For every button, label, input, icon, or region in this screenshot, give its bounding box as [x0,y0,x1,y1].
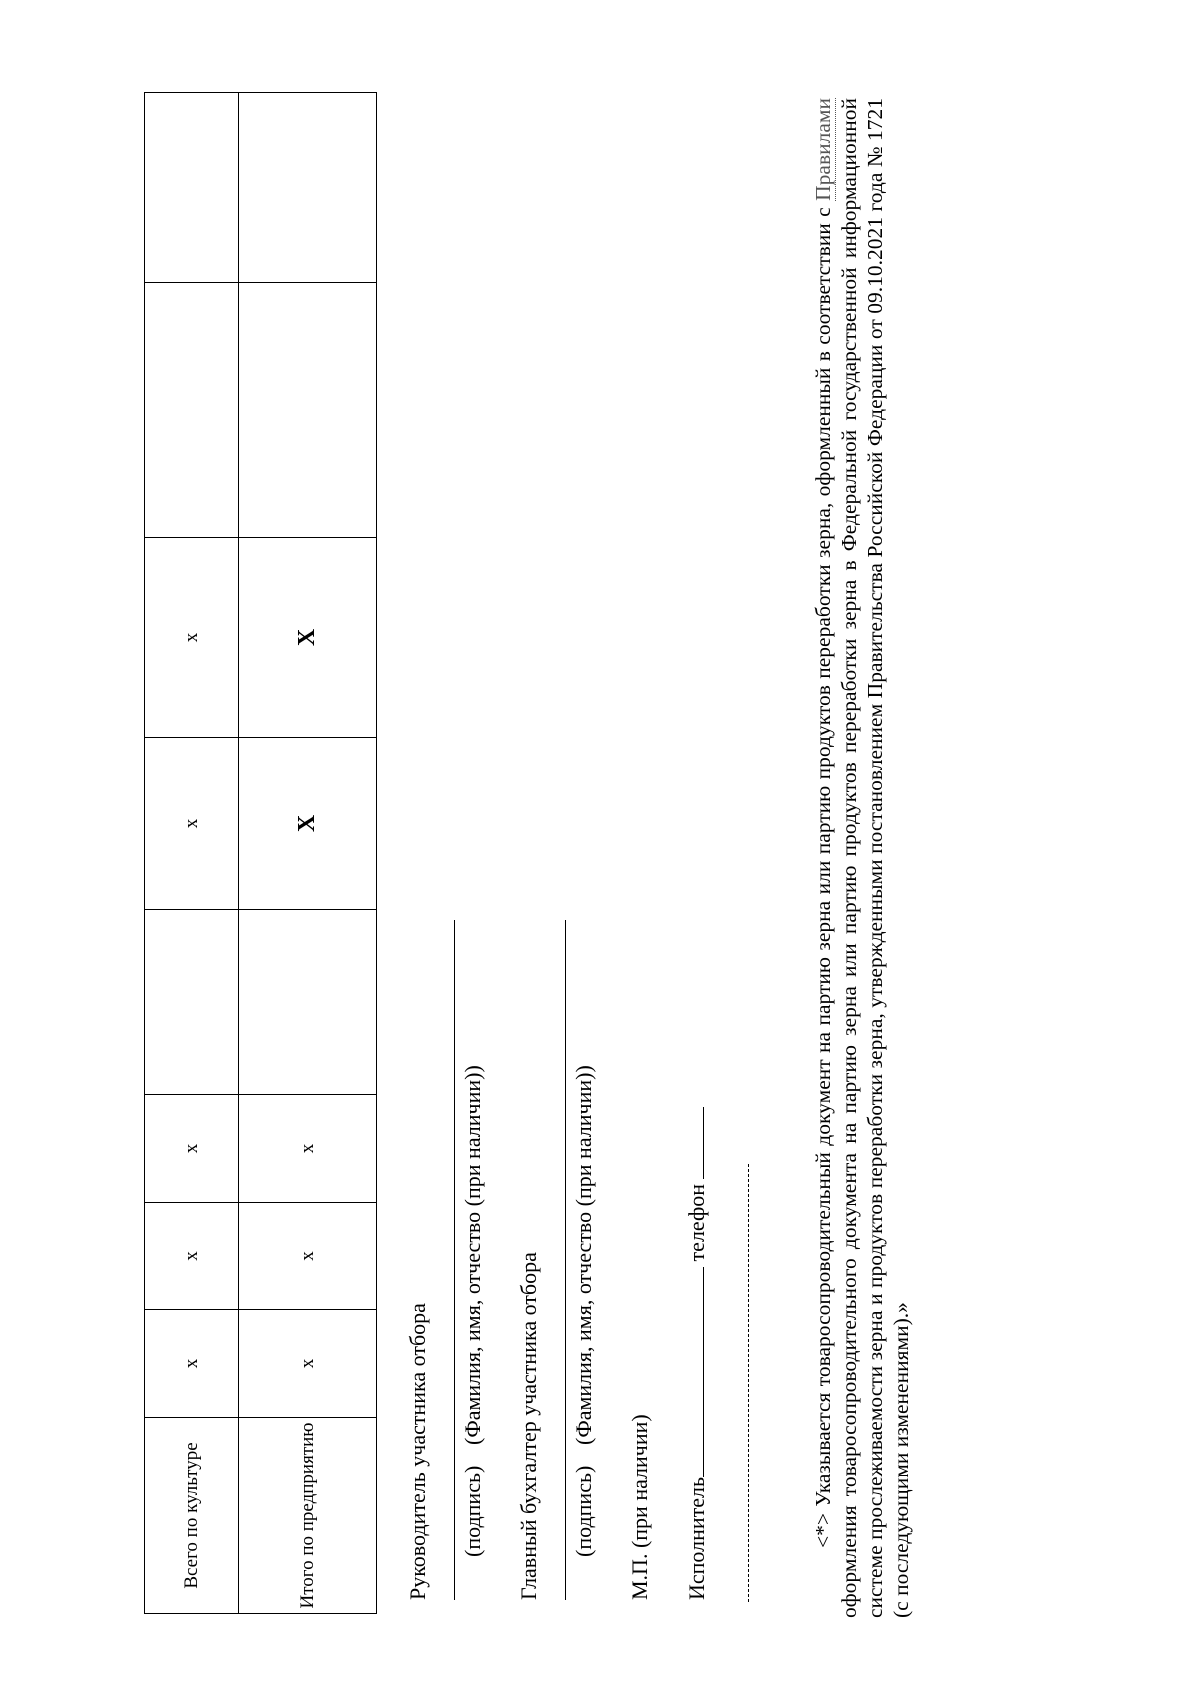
head-title: Руководитель участника отбора [405,1303,430,1600]
table-cell: x [239,1095,377,1203]
accountant-sign-caption: (подпись) [571,1465,596,1557]
stamp-label: М.П. (при наличии) [627,1414,652,1600]
executor-row [686,1107,708,1600]
phone-line [703,1107,704,1179]
table-cell: x [145,738,239,910]
table-cell [145,910,239,1095]
accountant-name-caption: (Фамилия, имя, отчество (при наличии)) [571,1065,596,1445]
executor-label: Исполнитель [684,1476,709,1600]
summary-table [144,92,377,1614]
table-cell [145,93,239,283]
table-cell: X [239,738,377,910]
footnote-separator [748,1164,749,1602]
table-cell: x [145,1310,239,1418]
row-label: Итого по предприятию [239,1418,377,1614]
table-cell: x [145,538,239,738]
table-cell [239,93,377,283]
head-signature-line [454,920,455,1600]
table-cell: x [145,1095,239,1203]
table-cell: X [239,538,377,738]
footnote-part1: <*> Указывается товаросопроводительный документ на партию зерна или партию продуктов переработки зерна, оформленный в соответствии с [811,200,835,1548]
table-cell: x [239,1310,377,1418]
table-row-total-enterprise [239,93,377,1614]
table-cell [239,910,377,1095]
table-cell [239,283,377,538]
table-cell: x [145,1203,239,1310]
table-cell [145,283,239,538]
accountant-signature-line [565,920,566,1600]
table-row-total-crop [145,93,239,1614]
head-name-caption: (Фамилия, имя, отчество (при наличии)) [460,1065,485,1445]
row-label: Всего по культуре [145,1418,239,1614]
executor-line [703,1267,704,1477]
head-sign-caption: (подпись) [460,1465,485,1557]
rules-link[interactable]: Правилами [811,98,835,201]
phone-label: телефон [684,1184,709,1262]
accountant-title: Главный бухгалтер участника отбора [516,1252,541,1600]
footnote-part2: оформления товаросопроводительного документа на партию зерна или партию продуктов переработки зерна в Федеральной государственной информационной системе прослеживаемости зерна и продуктов переработки зерна, утвержденными постановлением Правительства Российской Федерации от 09.10.2021 года № 1721 (с последующими изменениями).» [837,98,913,1618]
table-cell: x [239,1203,377,1310]
footnote-text [810,98,914,1618]
